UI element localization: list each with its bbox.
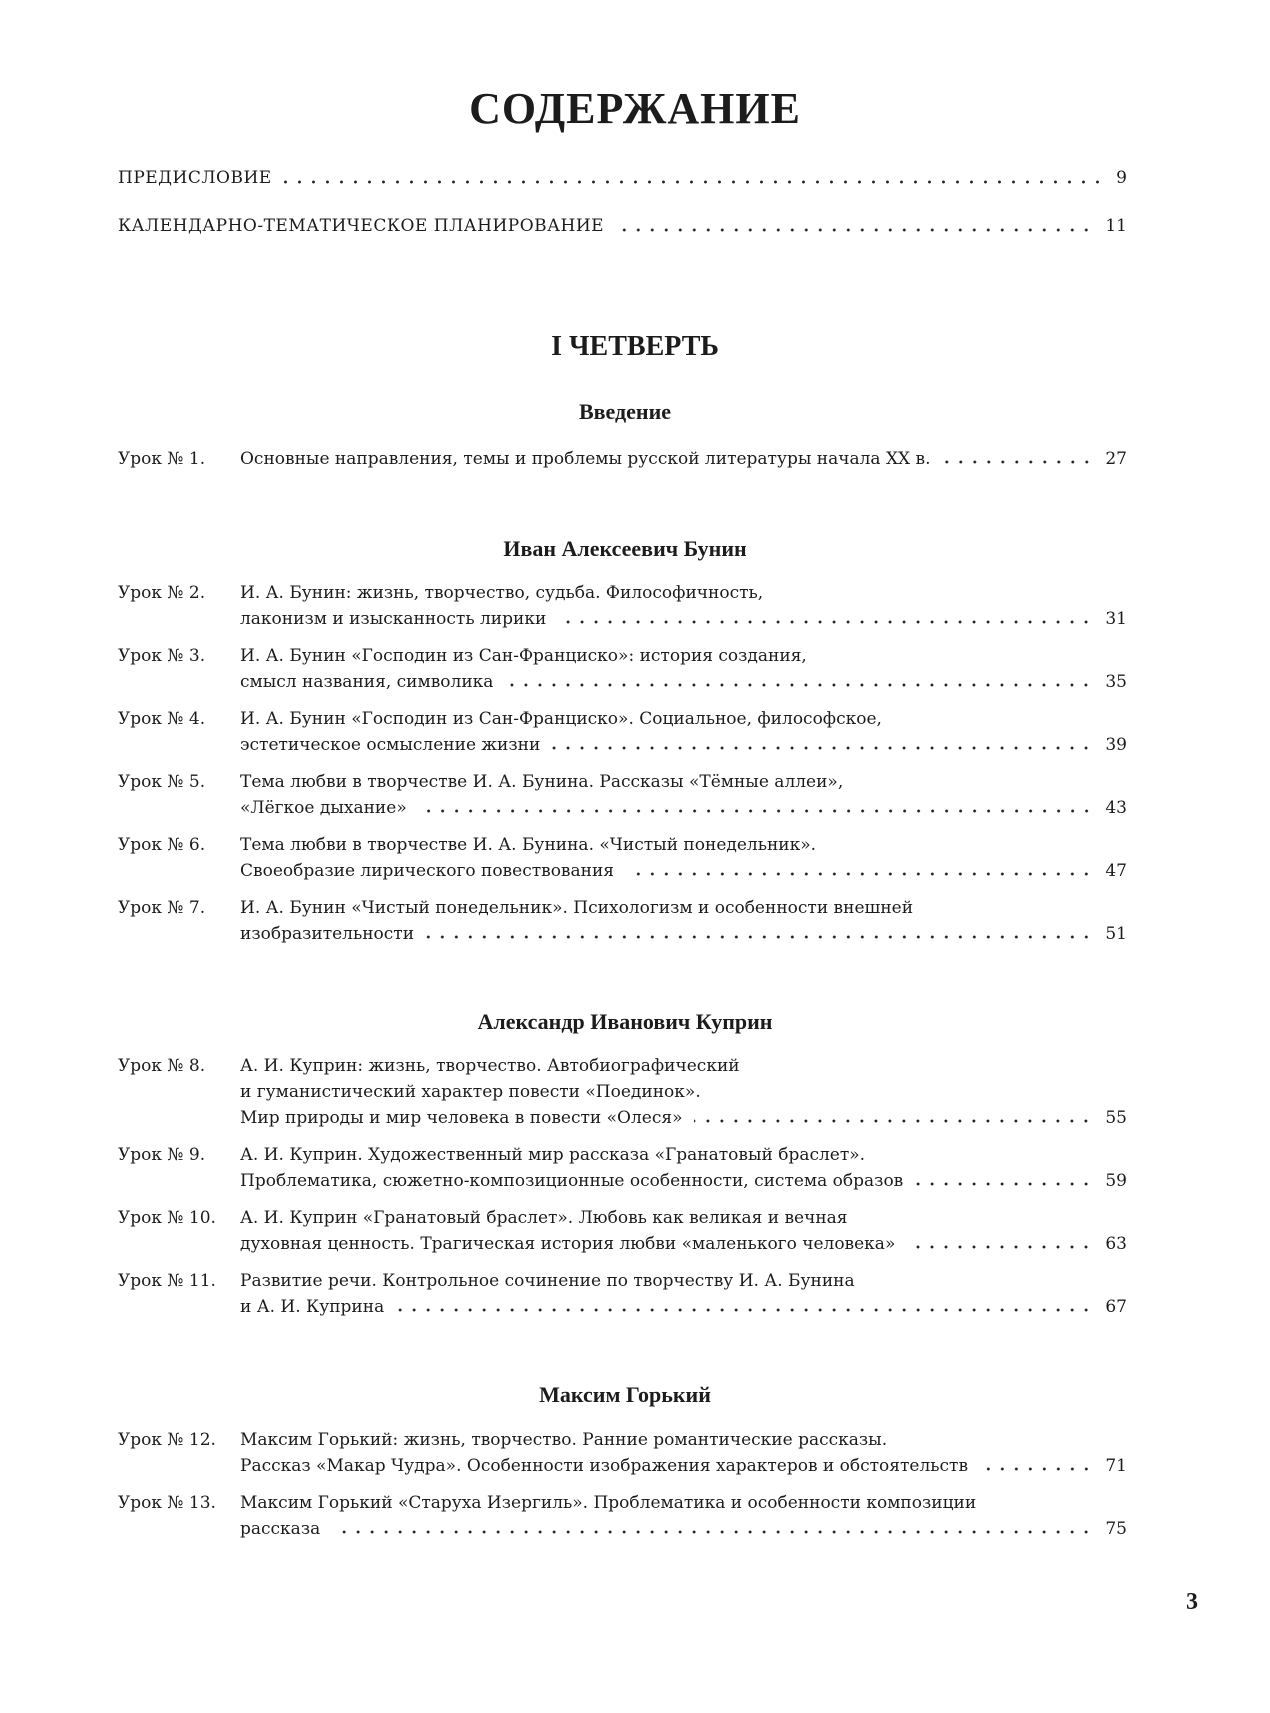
lesson-text: И. А. Бунин «Господин из Сан-Франциско»: история создания, [240,646,807,666]
toc-page-number: 59 [1105,1171,1127,1191]
lesson-text: «Лёгкое дыхание» [240,798,407,818]
toc-page-number: 71 [1105,1456,1127,1476]
toc-lesson-10[interactable] [118,1205,1127,1257]
toc-lesson-9[interactable] [118,1142,1127,1194]
dot-leader [626,871,1093,877]
lesson-text: Максим Горький «Старуха Изергиль». Проблематика и особенности композиции [240,1493,977,1513]
toc-page-number: 43 [1105,798,1127,818]
toc-entry-planning[interactable] [118,212,1127,240]
lesson-text: Тема любви в творчестве И. А. Бунина. Рассказы «Тёмные аллеи», [240,772,844,792]
toc-entry-preface[interactable] [118,164,1127,192]
lesson-label: Урок № 8. [118,1056,206,1076]
lesson-label: Урок № 13. [118,1493,216,1513]
page-number: 3 [1186,1589,1198,1615]
dot-leader [505,682,1093,688]
toc-page-number: 31 [1105,609,1127,629]
section-heading-gorky: Максим Горький [539,1382,711,1407]
toc-page-number: 55 [1105,1108,1127,1128]
section-heading-kuprin: Александр Иванович Куприн [477,1009,773,1034]
toc-lesson-12[interactable] [118,1427,1127,1479]
toc-lesson-8[interactable] [118,1053,1127,1131]
section-heading-bunin: Иван Алексеевич Бунин [503,536,747,561]
lesson-label: Урок № 11. [118,1271,216,1291]
toc-lesson-2[interactable] [118,580,1127,632]
toc-lesson-7[interactable] [118,895,1127,947]
page-title: СОДЕРЖАНИЕ [469,84,801,133]
lesson-text: Своеобразие лирического повествования [240,861,615,881]
dot-leader [284,179,1104,185]
quarter-title: I ЧЕТВЕРТЬ [551,331,719,362]
toc-lesson-5[interactable] [118,769,1127,821]
lesson-label: Урок № 1. [118,449,206,469]
lesson-text: Развитие речи. Контрольное сочинение по творчеству И. А. Бунина [240,1271,855,1291]
toc-lesson-3[interactable] [118,643,1127,695]
lesson-text: и А. И. Куприна [240,1297,385,1317]
lesson-label: Урок № 6. [118,835,206,855]
lesson-text: Максим Горький: жизнь, творчество. Ранние романтические рассказы. [240,1430,888,1450]
dot-leader [980,1466,1093,1472]
lesson-text: Мир природы и мир человека в повести «Олеся» [240,1108,683,1128]
dot-leader [396,1307,1093,1313]
lesson-text: А. И. Куприн «Гранатовый браслет». Любовь как великая и вечная [240,1208,848,1228]
lesson-text: эстетическое осмысление жизни [240,735,541,755]
toc-page-number: 9 [1116,168,1127,188]
lesson-label: Урок № 4. [118,709,206,729]
toc-lesson-11[interactable] [118,1268,1127,1320]
lesson-text: лаконизм и изысканность лирики [240,609,547,629]
toc-lesson-1[interactable] [118,446,1127,472]
section-heading-intro: Введение [578,399,672,424]
lesson-text: И. А. Бунин «Господин из Сан-Франциско». Социальное, философское, [240,709,882,729]
lesson-text: рассказа [240,1519,321,1539]
toc-lesson-4[interactable] [118,706,1127,758]
lesson-label: Урок № 5. [118,772,206,792]
lesson-text: Основные направления, темы и проблемы русской литературы начала XX в. [240,449,931,469]
lesson-text: А. И. Куприн: жизнь, творчество. Автобиографический [240,1056,740,1076]
dot-leader [907,1244,1093,1250]
dot-leader [332,1529,1093,1535]
lesson-text: А. И. Куприн. Художественный мир рассказа «Гранатовый браслет». [240,1145,866,1165]
dot-leader [915,1181,1093,1187]
toc-page-number: 67 [1105,1297,1127,1317]
lesson-text: смысл названия, символика [240,672,494,692]
toc-lesson-6[interactable] [118,832,1127,884]
toc-page-number: 51 [1105,924,1127,944]
toc-entry-text: ПРЕДИСЛОВИЕ [118,168,272,188]
toc-page-number: 11 [1105,216,1127,236]
lesson-text: Тема любви в творчестве И. А. Бунина. «Чистый понедельник». [240,835,817,855]
dot-leader [558,619,1093,625]
toc-page-number: 47 [1105,861,1127,881]
dot-leader [943,459,1094,465]
lesson-text: Проблематика, сюжетно-композиционные особенности, система образов [240,1171,904,1191]
toc-page-number: 75 [1105,1519,1127,1539]
lesson-label: Урок № 2. [118,583,206,603]
lesson-text: И. А. Бунин: жизнь, творчество, судьба. Философичность, [240,583,764,603]
dot-leader [694,1118,1093,1124]
toc-page-number: 35 [1105,672,1127,692]
toc-page-number: 39 [1105,735,1127,755]
toc-page-number: 63 [1105,1234,1127,1254]
lesson-text: изобразительности [240,924,415,944]
lesson-label: Урок № 9. [118,1145,206,1165]
lesson-label: Урок № 12. [118,1430,216,1450]
dot-leader [552,745,1093,751]
toc-entry-text: КАЛЕНДАРНО-ТЕМАТИЧЕСКОЕ ПЛАНИРОВАНИЕ [118,216,605,236]
dot-leader [616,227,1093,233]
lesson-text: Рассказ «Макар Чудра». Особенности изображения характеров и обстоятельств [240,1456,969,1476]
lesson-label: Урок № 3. [118,646,206,666]
dot-leader [419,808,1094,814]
dot-leader [426,934,1093,940]
lesson-text: и гуманистический характер повести «Поединок». [240,1082,701,1102]
toc-page-number: 27 [1105,449,1127,469]
lesson-label: Урок № 7. [118,898,206,918]
lesson-text: И. А. Бунин «Чистый понедельник». Психологизм и особенности внешней [240,898,914,918]
lesson-label: Урок № 10. [118,1208,216,1228]
toc-lesson-13[interactable] [118,1490,1127,1542]
lesson-text: духовная ценность. Трагическая история любви «маленького человека» [240,1234,896,1254]
